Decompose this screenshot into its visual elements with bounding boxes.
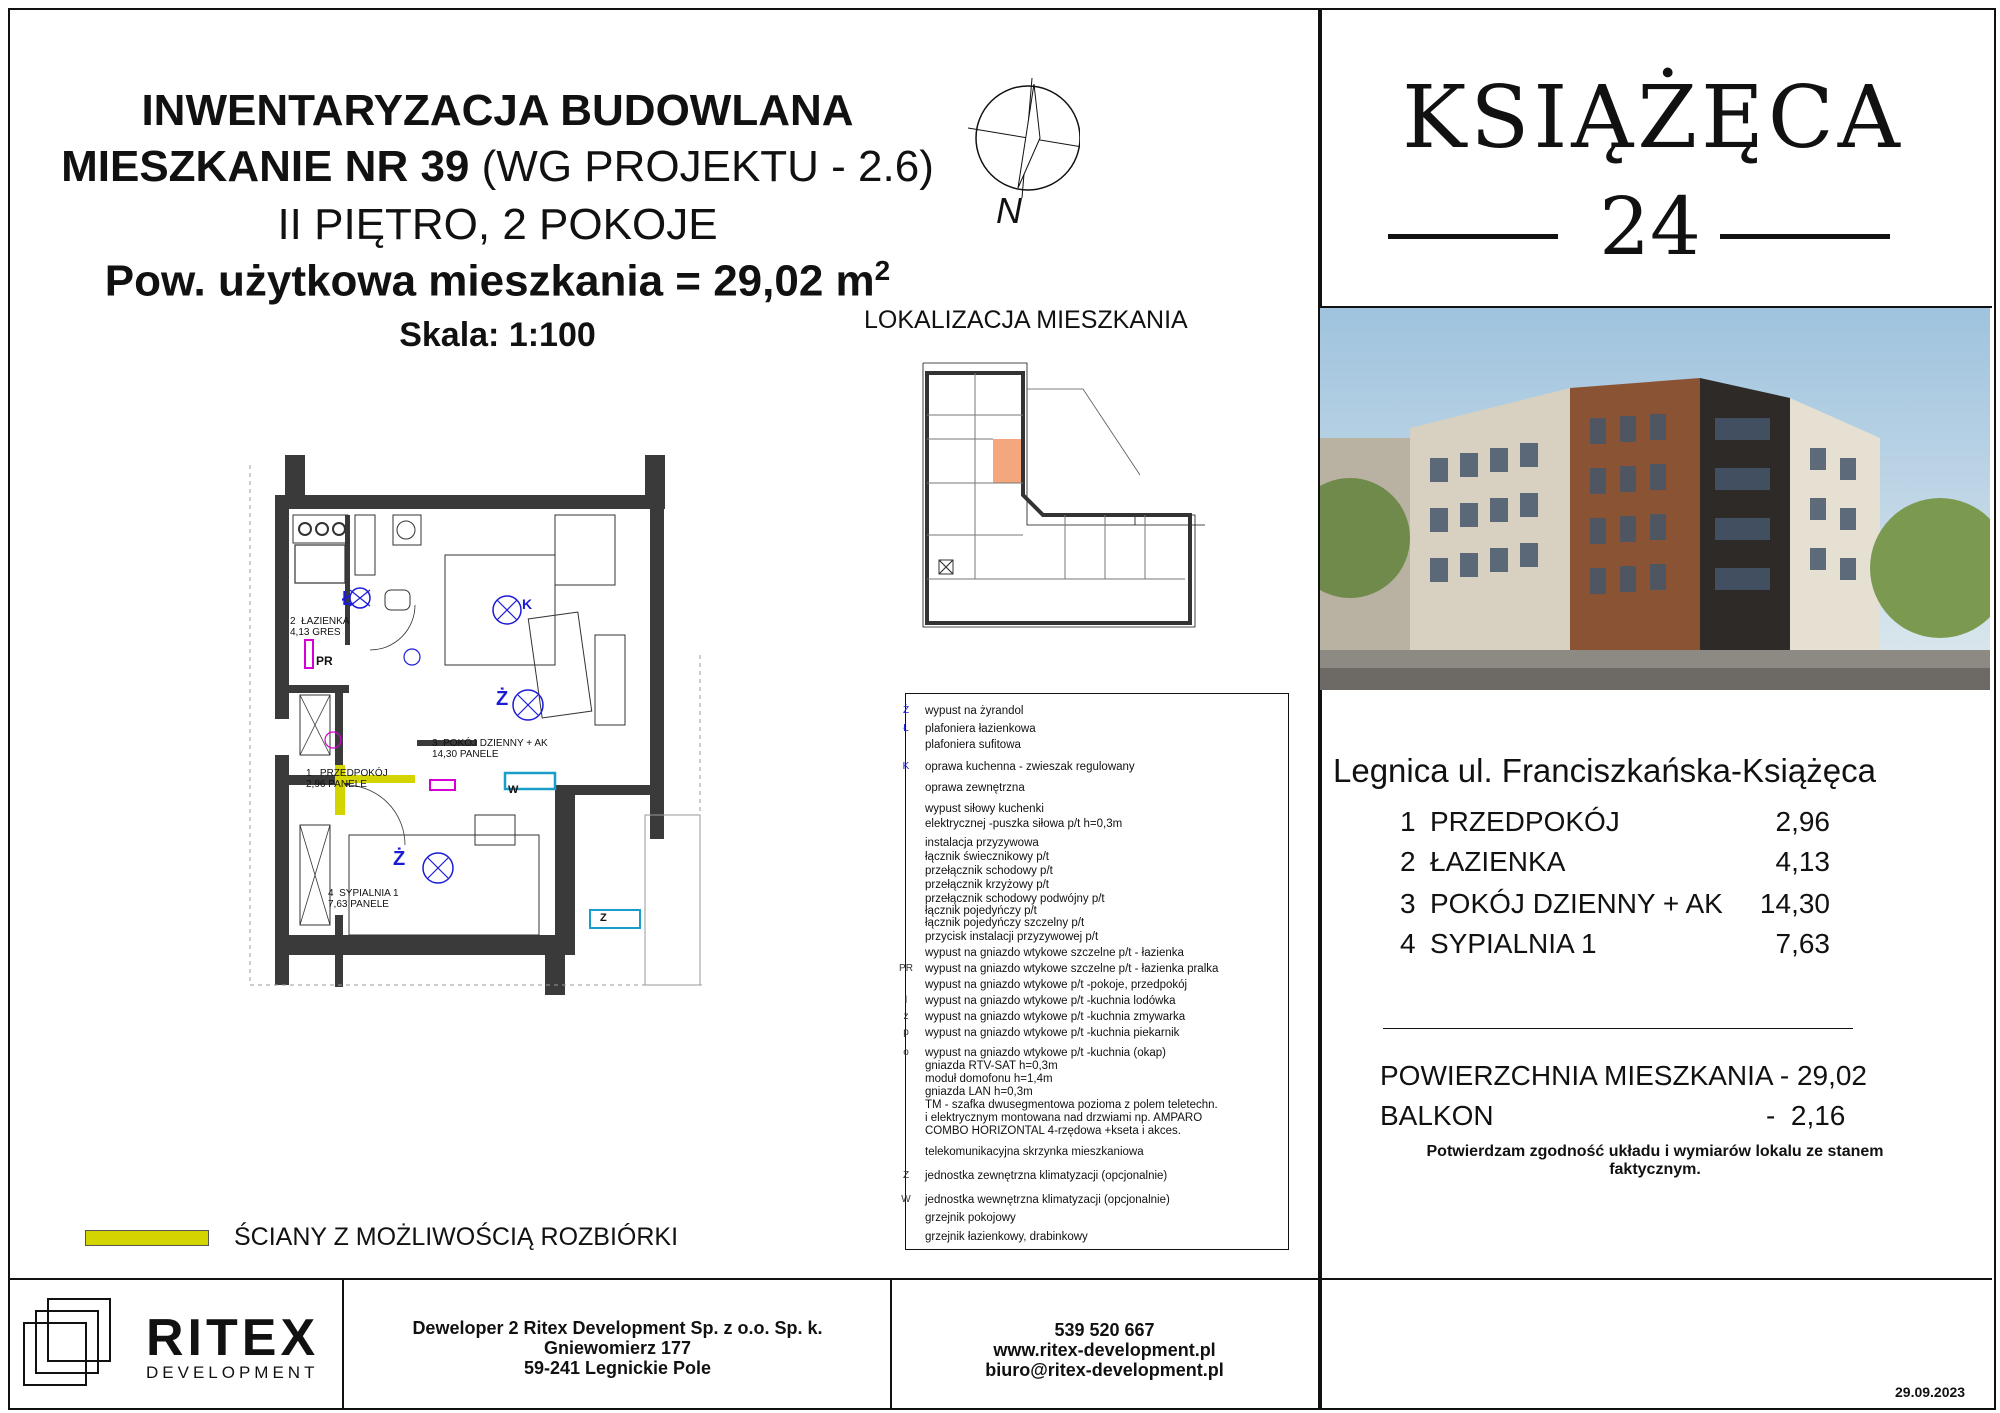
legend-symbol: l (904, 995, 908, 1006)
legend-text: instalacja przyzywowa (925, 837, 1039, 849)
legend-item (925, 865, 1053, 877)
plan-mark-living-light: Ż (496, 688, 509, 710)
room-number: 3 (1400, 888, 1416, 919)
legend-item (925, 1060, 1058, 1072)
location-map (915, 355, 1205, 635)
legend-item (903, 723, 1036, 735)
room-number: 1 (1400, 806, 1416, 837)
ritex-logo-icon (22, 1295, 132, 1395)
project-ref: (WG PROJEKTU - 2.6) (469, 142, 934, 191)
legend-item (902, 761, 1135, 773)
contact-website[interactable]: www.ritex-development.pl (993, 1340, 1216, 1360)
legend-text: wypust na gniazdo wtykowe p/t -kuchnia piekarnik (925, 1027, 1180, 1039)
legend-symbol: Z (902, 1170, 910, 1181)
summary-area: POWIERZCHNIA MIESZKANIA - 29,02 (1380, 1060, 1868, 1091)
developer-line-1: Deweloper 2 Ritex Development Sp. z o.o. Sp. k. (412, 1318, 823, 1338)
legend-item (925, 905, 1037, 917)
legend-text: gniazda LAN h=0,3m (925, 1086, 1033, 1098)
legend-text: TM - szafka dwusegmentowa pozioma z polem teletechn. (925, 1099, 1218, 1111)
legend-text: gniazda RTV-SAT h=0,3m (925, 1060, 1058, 1072)
floor-plan (245, 455, 705, 995)
legend-item (925, 1073, 1053, 1085)
compass-label: N (996, 190, 1022, 231)
legend-item (904, 995, 1176, 1007)
area-unit-sup: 2 (874, 255, 891, 286)
title-line-4 (20, 255, 975, 307)
summary-divider (1383, 1028, 1853, 1029)
legend-text: przełącznik schodowy p/t (925, 865, 1053, 877)
legend-text: oprawa kuchenna - zwieszak regulowany (925, 761, 1135, 773)
document-date: 29.09.2023 (1895, 1384, 1966, 1400)
legend-item (925, 851, 1049, 863)
room-name: POKÓJ DZIENNY + AK (1430, 888, 1723, 919)
legend-item (925, 837, 1039, 849)
developer-line-2: Gniewomierz 177 (543, 1338, 692, 1358)
summary-balcony-value: - 2,16 (1766, 1100, 1846, 1131)
summary-balcony-label: BALKON (1380, 1100, 1494, 1131)
legend-item (899, 963, 1219, 975)
legend-text: przełącznik krzyżowy p/t (925, 879, 1049, 891)
plan-mark-kitchen-light: K (522, 596, 533, 612)
legend-text: łącznik świecznikowy p/t (925, 851, 1049, 863)
legend-item (903, 1011, 1186, 1023)
building-visualization (1320, 308, 1990, 690)
legend-text: wypust na gniazdo wtykowe p/t -kuchnia lodówka (925, 995, 1176, 1007)
legend-text: grzejnik pokojowy (925, 1212, 1016, 1224)
legend-symbol: Ż (902, 705, 910, 716)
developer-line-3: 59-241 Legnickie Pole (523, 1358, 712, 1378)
legend-item (903, 1047, 1166, 1059)
contact-email[interactable]: biuro@ritex-development.pl (985, 1360, 1224, 1380)
legend-text: przełącznik schodowy podwójny p/t (925, 893, 1105, 905)
legend-item (925, 879, 1049, 891)
legend-item (925, 1112, 1202, 1124)
legend-symbol: Ł (903, 723, 909, 734)
legend-item (903, 1027, 1180, 1039)
title-line-3: II PIĘTRO, 2 POKOJE (277, 200, 718, 249)
legend-text: wypust na gniazdo wtykowe p/t -kuchnia (okap) (925, 1047, 1166, 1059)
legend-symbol: W (901, 1194, 911, 1205)
legend-item (925, 739, 1021, 751)
confirm-line-2: faktycznym. (1609, 1161, 1701, 1178)
confirm-line-1: Potwierdzam zgodność układu i wymiarów lokalu ze stanem (1426, 1143, 1884, 1160)
legend-symbol: p (903, 1027, 909, 1038)
title-line-1: INWENTARYZACJA BUDOWLANA (141, 86, 854, 135)
legend-text: jednostka zewnętrzna klimatyzacji (opcjonalnie) (925, 1170, 1168, 1182)
brand-name: KSIĄŻĘCA (1402, 68, 1904, 168)
legend-text: COMBO HORIZONTAL 4-rzędowa +kseta i akces. (925, 1125, 1181, 1137)
room-number: 4 (1400, 928, 1416, 959)
removable-walls-note: ŚCIANY Z MOŻLIWOŚCIĄ ROZBIÓRKI (234, 1223, 679, 1251)
apartment-number: MIESZKANIE NR 39 (61, 142, 470, 191)
plan-label-room-2: 2 ŁAZIENKA 4,13 GRES (290, 616, 350, 638)
logo-main: RITEX (146, 1309, 320, 1367)
room-area: 14,30 (1759, 888, 1830, 919)
room-number: 2 (1400, 846, 1416, 877)
legend-text: oprawa zewnętrzna (925, 782, 1025, 794)
legend-item (925, 1099, 1218, 1111)
title-line-2 (20, 142, 975, 192)
legend-text: wypust na gniazdo wtykowe p/t -pokoje, przedpokój (925, 979, 1188, 991)
legend-item (925, 1086, 1033, 1098)
room-name: ŁAZIENKA (1430, 846, 1566, 877)
legend-item (902, 1170, 1168, 1182)
legend-text: wypust na gniazdo wtykowe szczelne p/t - łazienka (925, 947, 1184, 959)
plan-mark-pr: PR (316, 654, 333, 668)
address: Legnica ul. Franciszkańska-Książęca (1333, 752, 1876, 789)
legend-text: grzejnik łazienkowy, drabinkowy (925, 1231, 1088, 1243)
room-area: 4,13 (1775, 846, 1830, 877)
legend-item (925, 1231, 1088, 1243)
legend-item (925, 979, 1187, 991)
legend-text: wypust na żyrandol (925, 705, 1024, 717)
legend-text: plafoniera łazienkowa (925, 723, 1036, 735)
legend-item (925, 917, 1084, 929)
legend-item (925, 803, 1044, 815)
legend-item (925, 947, 1184, 959)
legend-item (925, 782, 1025, 794)
legend-symbol: z (903, 1011, 909, 1022)
bathtub (295, 545, 345, 583)
room-name: PRZEDPOKÓJ (1430, 806, 1620, 837)
legend-symbol: K (902, 761, 910, 772)
legend-item (925, 893, 1105, 905)
footer-divider (8, 1278, 1992, 1280)
plan-label-room-4: 4 SYPIALNIA 1 7,63 PANELE (328, 888, 399, 910)
footer-divider-1 (342, 1280, 344, 1408)
plan-mark-w: W (508, 784, 519, 796)
legend-text: wypust siłowy kuchenki (925, 803, 1044, 815)
brand-line-right (1720, 234, 1890, 239)
legend-text: łącznik pojedyńczy szczelny p/t (925, 917, 1085, 929)
room-area: 7,63 (1775, 928, 1830, 959)
legend-item (925, 818, 1122, 830)
legend-item (925, 1212, 1016, 1224)
legend-text: wypust na gniazdo wtykowe p/t -kuchnia zmywarka (925, 1011, 1186, 1023)
plan-mark-bedroom-light: Ż (393, 848, 406, 870)
legend-text: łącznik pojedyńczy p/t (925, 905, 1037, 917)
contact-phone: 539 520 667 (1054, 1320, 1155, 1340)
legend-text: elektrycznej -puszka siłowa p/t h=0,3m (925, 818, 1123, 830)
removable-walls-swatch (85, 1230, 209, 1246)
usable-area: Pow. użytkowa mieszkania = 29,02 m (104, 256, 875, 306)
legend-text: telekomunikacyjna skrzynka mieszkaniowa (925, 1146, 1144, 1158)
legend-text: moduł domofonu h=1,4m (925, 1073, 1053, 1085)
legend-item (902, 705, 1024, 717)
legend-item (901, 1194, 1170, 1206)
plan-label-room-1: 1 PRZEDPOKÓJ 2,96 PANELE (306, 768, 388, 790)
room-area: 2,96 (1775, 806, 1830, 837)
legend-item (925, 1125, 1181, 1137)
scale-label: Skala: 1:100 (399, 316, 596, 354)
legend-text: i elektrycznym montowana nad drzwiami np. AMPARO (925, 1112, 1203, 1124)
legend-symbol: PR (899, 963, 913, 974)
legend-text: przycisk instalacji przyzywowej p/t (925, 931, 1099, 943)
plan-mark-lazienka-light: Ł (342, 588, 355, 610)
brand-line-left (1388, 234, 1558, 239)
plan-mark-z: Z (600, 912, 607, 924)
room-name: SYPIALNIA 1 (1430, 928, 1597, 959)
brand-number: 24 (1599, 180, 1701, 273)
legend-text: wypust na gniazdo wtykowe szczelne p/t - łazienka pralka (925, 963, 1219, 975)
legend-text: jednostka wewnętrzna klimatyzacji (opcjonalnie) (925, 1194, 1170, 1206)
apartment-highlight (993, 439, 1021, 483)
legend-item (925, 931, 1098, 943)
legend-item (925, 1146, 1144, 1158)
plan-label-room-3: 3 POKÓJ DZIENNY + AK 14,30 PANELE (432, 738, 548, 760)
location-title: LOKALIZACJA MIESZKANIA (864, 306, 1188, 334)
legend-symbol: o (903, 1047, 909, 1058)
bed (349, 835, 539, 935)
legend-text: plafoniera sufitowa (925, 739, 1021, 751)
logo-sub: DEVELOPMENT (146, 1363, 319, 1382)
